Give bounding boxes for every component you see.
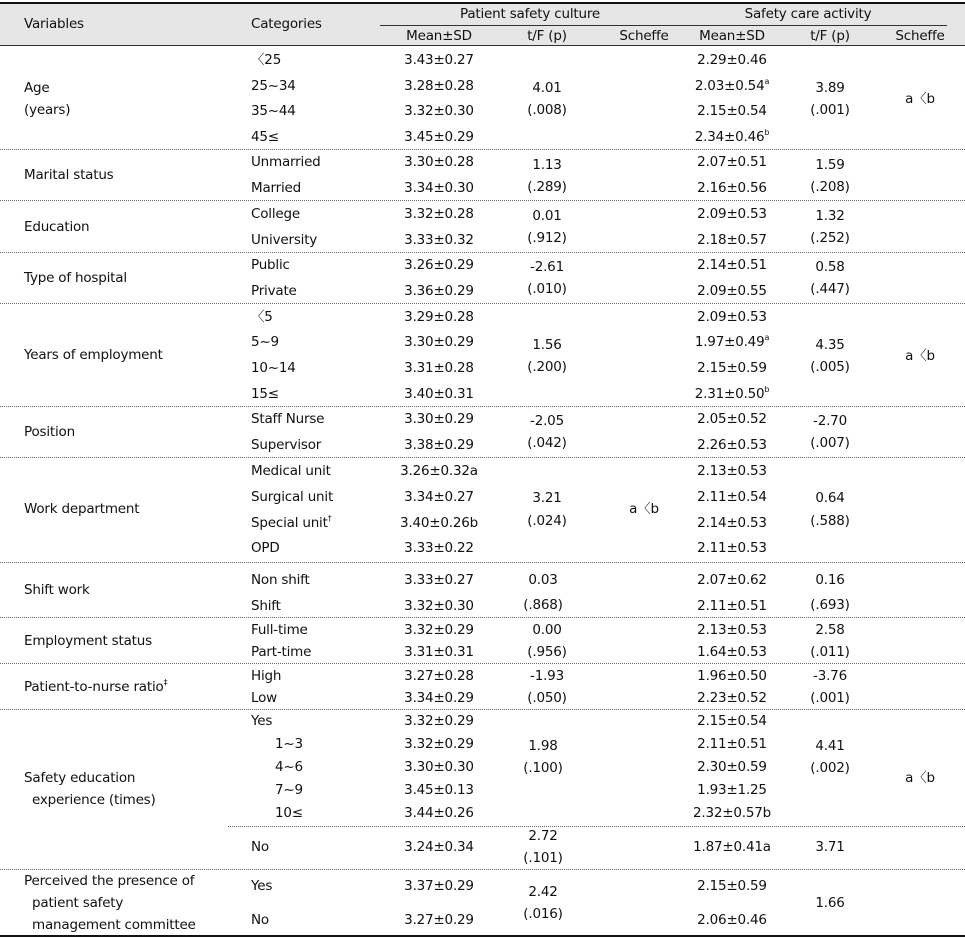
header-sca-mean-sd: Mean±SD <box>699 28 765 44</box>
rule-top <box>0 2 965 4</box>
years-psc-2: 3.30±0.29 <box>404 334 474 350</box>
age-sca-1: 2.29±0.46 <box>697 52 767 68</box>
committee-psc-2: 3.27±0.29 <box>404 912 474 928</box>
safety-edu-psc-no: 3.24±0.34 <box>404 839 474 855</box>
hospital-sca-1: 2.14±0.51 <box>697 257 767 273</box>
safety-edu-psc-yes: 3.32±0.29 <box>404 713 474 729</box>
years-psc-p: (.200) <box>527 359 567 375</box>
safety-edu-cat-2: 4~6 <box>275 759 303 775</box>
ratio-cat-1: High <box>251 668 282 684</box>
employment-cat-1: Full-time <box>251 622 308 638</box>
committee-cat-1: Yes <box>251 878 273 894</box>
header-psc-tf: t/F (p) <box>527 28 567 44</box>
rule-shift <box>0 617 965 618</box>
safety-edu-sca-scheffe: a〈b <box>905 770 935 786</box>
employment-sca-t: 2.58 <box>815 622 845 638</box>
hospital-sca-t: 0.58 <box>815 259 845 275</box>
header-sca-tf: t/F (p) <box>810 28 850 44</box>
marital-sca-1: 2.07±0.51 <box>697 154 767 170</box>
shift-sca-t: 0.16 <box>815 572 845 588</box>
shift-sca-2: 2.11±0.51 <box>697 598 767 614</box>
safety-edu-cat-no: No <box>251 839 269 855</box>
position-sca-2: 2.26±0.53 <box>697 437 767 453</box>
education-sca-2: 2.18±0.57 <box>697 232 767 248</box>
years-sca-4: 2.31±0.50$^b$ <box>694 385 770 402</box>
position-psc-p: (.042) <box>527 435 567 451</box>
safety-edu-psc-t: 1.98 <box>528 738 558 754</box>
years-sca-t: 4.35 <box>815 337 845 353</box>
marital-psc-2: 3.34±0.30 <box>404 180 474 196</box>
shift-psc-2: 3.32±0.30 <box>404 598 474 614</box>
years-sca-scheffe: a〈b <box>905 348 935 364</box>
department-psc-scheffe: a〈b <box>629 501 659 517</box>
hospital-sca-2: 2.09±0.55 <box>697 283 767 299</box>
department-psc-2: 3.34±0.27 <box>404 489 474 505</box>
rule-safety-edu <box>0 869 965 870</box>
department-psc-4: 3.33±0.22 <box>404 540 474 556</box>
header-categories: Categories <box>251 16 322 32</box>
safety-edu-cat-yes: Yes <box>251 713 273 729</box>
safety-edu-psc-4: 3.44±0.26 <box>404 805 474 821</box>
shift-psc-1: 3.33±0.27 <box>404 572 474 588</box>
ratio-sca-1: 1.96±0.50 <box>697 668 767 684</box>
years-sca-2: 1.97±0.49$^a$ <box>694 333 770 350</box>
years-cat-2: 5~9 <box>251 334 279 350</box>
committee-sca-t: 1.66 <box>815 895 845 911</box>
department-psc-1: 3.26±0.32a <box>400 463 478 479</box>
age-cat-3: 35~44 <box>251 103 296 119</box>
rule-subheader <box>380 25 947 26</box>
age-sca-2: 2.03±0.54$^a$ <box>694 77 770 94</box>
safety-edu-sca-yes: 2.15±0.54 <box>697 713 767 729</box>
employment-psc-1: 3.32±0.29 <box>404 622 474 638</box>
safety-edu-sca-3: 1.93±1.25 <box>697 782 767 798</box>
header-sca-scheffe: Scheffe <box>895 28 945 44</box>
position-label: Position <box>24 424 75 440</box>
committee-psc-t: 2.42 <box>528 884 558 900</box>
hospital-psc-2: 3.36±0.29 <box>404 283 474 299</box>
hospital-cat-2: Private <box>251 283 297 299</box>
header-patient-safety-culture: Patient safety culture <box>460 6 600 22</box>
education-psc-1: 3.32±0.28 <box>404 206 474 222</box>
safety-edu-sca-4: 2.32±0.57b <box>693 805 771 821</box>
education-psc-2: 3.33±0.32 <box>404 232 474 248</box>
position-cat-1: Staff Nurse <box>251 411 325 427</box>
years-cat-3: 10~14 <box>251 360 296 376</box>
department-psc-3: 3.40±0.26b <box>400 515 478 531</box>
age-psc-2: 3.28±0.28 <box>404 78 474 94</box>
committee-label-2: patient safety <box>32 895 124 911</box>
safety-edu-label-2: experience (times) <box>32 792 156 808</box>
rule-bottom <box>0 935 965 937</box>
age-sca-4: 2.34±0.46$^b$ <box>694 128 770 145</box>
department-psc-p: (.024) <box>527 513 567 529</box>
safety-edu-cat-3: 7~9 <box>275 782 303 798</box>
committee-label: Perceived the presence of <box>24 873 195 889</box>
ratio-psc-t: -1.93 <box>530 668 564 684</box>
education-psc-p: (.912) <box>527 230 567 246</box>
department-sca-2: 2.11±0.54 <box>697 489 767 505</box>
years-psc-1: 3.29±0.28 <box>404 309 474 325</box>
age-psc-t: 4.01 <box>532 80 562 96</box>
committee-label-3: management committee <box>32 917 196 933</box>
department-sca-4: 2.11±0.53 <box>697 540 767 556</box>
hospital-label: Type of hospital <box>24 270 127 286</box>
safety-edu-psc-3: 3.45±0.13 <box>404 782 474 798</box>
age-psc-p: (.008) <box>527 102 567 118</box>
rule-hospital <box>0 303 965 304</box>
employment-sca-1: 2.13±0.53 <box>697 622 767 638</box>
department-sca-p: (.588) <box>810 513 850 529</box>
rule-marital <box>0 200 965 201</box>
safety-edu-sca-2: 2.30±0.59 <box>697 759 767 775</box>
position-psc-2: 3.38±0.29 <box>404 437 474 453</box>
years-sca-3: 2.15±0.59 <box>697 360 767 376</box>
header-psc-mean-sd: Mean±SD <box>406 28 472 44</box>
years-psc-3: 3.31±0.28 <box>404 360 474 376</box>
rule-age <box>0 149 965 150</box>
department-cat-3: Special unit† <box>251 514 332 531</box>
hospital-psc-t: -2.61 <box>530 259 564 275</box>
hospital-psc-1: 3.26±0.29 <box>404 257 474 273</box>
department-label: Work department <box>24 501 140 517</box>
safety-edu-sca-t: 4.41 <box>815 738 845 754</box>
ratio-psc-2: 3.34±0.29 <box>404 690 474 706</box>
rule-years <box>0 406 965 407</box>
ratio-sca-t: -3.76 <box>813 668 847 684</box>
employment-sca-p: (.011) <box>810 644 850 660</box>
rule-position <box>0 457 965 458</box>
safety-edu-psc-1: 3.32±0.29 <box>404 736 474 752</box>
marital-cat-2: Married <box>251 180 302 196</box>
committee-psc-p: (.016) <box>523 906 563 922</box>
department-cat-4: OPD <box>251 540 280 556</box>
marital-sca-2: 2.16±0.56 <box>697 180 767 196</box>
age-cat-1: 〈25 <box>251 52 282 68</box>
age-cat-2: 25~34 <box>251 78 296 94</box>
position-sca-1: 2.05±0.52 <box>697 411 767 427</box>
years-sca-1: 2.09±0.53 <box>697 309 767 325</box>
years-sca-p: (.005) <box>810 359 850 375</box>
years-cat-4: 15≤ <box>251 386 279 402</box>
safety-edu-no-psc-t: 2.72 <box>528 828 558 844</box>
department-cat-1: Medical unit <box>251 463 331 479</box>
employment-cat-2: Part-time <box>251 644 312 660</box>
header-safety-care-activity: Safety care activity <box>744 6 872 22</box>
safety-edu-cat-4: 10≤ <box>275 805 303 821</box>
ratio-cat-2: Low <box>251 690 277 706</box>
position-psc-t: -2.05 <box>530 413 564 429</box>
employment-psc-p: (.956) <box>527 644 567 660</box>
years-psc-t: 1.56 <box>532 337 562 353</box>
rule-employment <box>0 663 965 664</box>
shift-label: Shift work <box>24 582 90 598</box>
shift-sca-p: (.693) <box>810 597 850 613</box>
age-sca-scheffe: a〈b <box>905 91 935 107</box>
rule-ratio <box>0 709 965 710</box>
safety-edu-psc-p: (.100) <box>523 760 563 776</box>
education-cat-2: University <box>251 232 318 248</box>
committee-psc-1: 3.37±0.29 <box>404 878 474 894</box>
safety-edu-sca-p: (.002) <box>810 760 850 776</box>
marital-psc-1: 3.30±0.28 <box>404 154 474 170</box>
hospital-sca-p: (.447) <box>810 281 850 297</box>
age-psc-3: 3.32±0.30 <box>404 103 474 119</box>
age-psc-4: 3.45±0.29 <box>404 129 474 145</box>
age-sca-3: 2.15±0.54 <box>697 103 767 119</box>
header-psc-scheffe: Scheffe <box>619 28 669 44</box>
hospital-cat-1: Public <box>251 257 290 273</box>
education-cat-1: College <box>251 206 300 222</box>
marital-cat-1: Unmarried <box>251 154 321 170</box>
safety-edu-psc-2: 3.30±0.30 <box>404 759 474 775</box>
employment-label: Employment status <box>24 633 152 649</box>
ratio-sca-p: (.001) <box>810 690 850 706</box>
age-label: Age <box>24 80 50 96</box>
education-label: Education <box>24 219 90 235</box>
shift-cat-2: Shift <box>251 598 281 614</box>
education-sca-t: 1.32 <box>815 208 845 224</box>
education-sca-1: 2.09±0.53 <box>697 206 767 222</box>
years-psc-4: 3.40±0.31 <box>404 386 474 402</box>
employment-psc-2: 3.31±0.31 <box>404 644 474 660</box>
rule-safety-yes-no <box>228 826 965 827</box>
department-sca-3: 2.14±0.53 <box>697 515 767 531</box>
ratio-psc-1: 3.27±0.28 <box>404 668 474 684</box>
header-variables: Variables <box>24 16 84 32</box>
safety-edu-no-sca-t: 3.71 <box>815 839 845 855</box>
marital-psc-p: (.289) <box>527 179 567 195</box>
age-sca-p: (.001) <box>810 102 850 118</box>
shift-psc-t: 0.03 <box>528 572 558 588</box>
employment-sca-2: 1.64±0.53 <box>697 644 767 660</box>
shift-sca-1: 2.07±0.62 <box>697 572 767 588</box>
years-label: Years of employment <box>24 347 163 363</box>
department-sca-1: 2.13±0.53 <box>697 463 767 479</box>
hospital-psc-p: (.010) <box>527 281 567 297</box>
marital-label: Marital status <box>24 167 114 183</box>
education-sca-p: (.252) <box>810 230 850 246</box>
safety-edu-sca-1: 2.11±0.51 <box>697 736 767 752</box>
position-sca-t: -2.70 <box>813 413 847 429</box>
marital-sca-p: (.208) <box>810 179 850 195</box>
shift-psc-p: (.868) <box>523 597 563 613</box>
ratio-psc-p: (.050) <box>527 690 567 706</box>
marital-psc-t: 1.13 <box>532 157 562 173</box>
employment-psc-t: 0.00 <box>532 622 562 638</box>
rule-education <box>0 252 965 253</box>
position-sca-p: (.007) <box>810 435 850 451</box>
age-sca-t: 3.89 <box>815 80 845 96</box>
position-cat-2: Supervisor <box>251 437 322 453</box>
rule-department <box>0 562 965 563</box>
department-psc-t: 3.21 <box>532 490 562 506</box>
committee-sca-2: 2.06±0.46 <box>697 912 767 928</box>
position-psc-1: 3.30±0.29 <box>404 411 474 427</box>
rule-header-bottom <box>0 45 965 46</box>
age-psc-1: 3.43±0.27 <box>404 52 474 68</box>
ratio-sca-2: 2.23±0.52 <box>697 690 767 706</box>
department-cat-2: Surgical unit <box>251 489 334 505</box>
age-cat-4: 45≤ <box>251 129 279 145</box>
department-sca-t: 0.64 <box>815 490 845 506</box>
ratio-label: Patient-to-nurse ratio‡ <box>24 678 168 695</box>
safety-edu-cat-1: 1~3 <box>275 736 303 752</box>
marital-sca-t: 1.59 <box>815 157 845 173</box>
safety-edu-no-psc-p: (.101) <box>523 850 563 866</box>
committee-cat-2: No <box>251 912 269 928</box>
safety-edu-sca-no: 1.87±0.41a <box>693 839 771 855</box>
shift-cat-1: Non shift <box>251 572 310 588</box>
years-cat-1: 〈5 <box>251 309 273 325</box>
committee-sca-1: 2.15±0.59 <box>697 878 767 894</box>
safety-edu-label: Safety education <box>24 770 136 786</box>
education-psc-t: 0.01 <box>532 208 562 224</box>
age-unit: (years) <box>24 102 71 118</box>
